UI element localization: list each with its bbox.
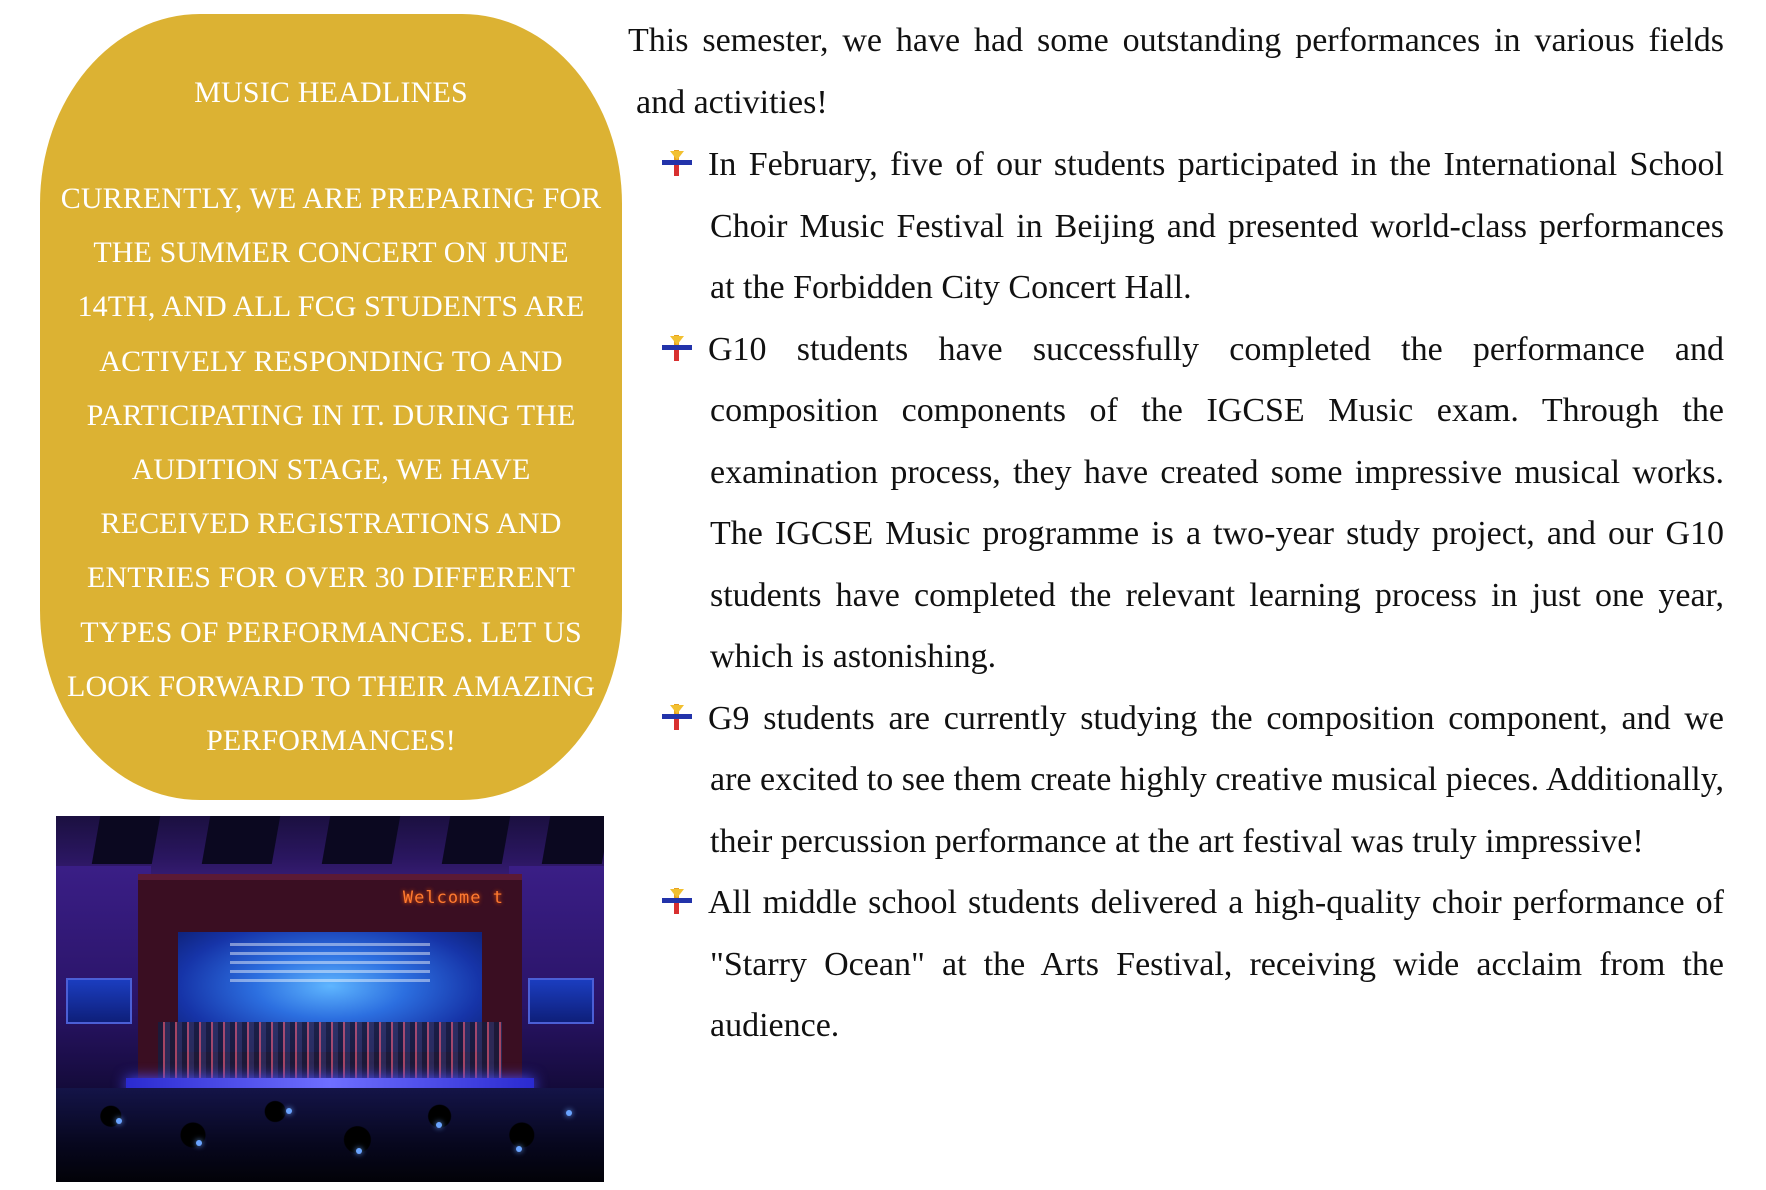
- list-item-text: G10 students have successfully completed the performance and composition components of the IGCSE Music exam. Through the examination process, they have created some impressive musical works. The IGCSE Music programme is a two-year study project, and our G10 students have completed the relevant learning process in just one year, which is astonishing.: [708, 330, 1724, 675]
- list-item: [624, 688, 1724, 873]
- cross-arrow-bullet-icon: [660, 334, 696, 362]
- list-item-text: G9 students are currently studying the composition component, and we are excited to see them create highly creative musical pieces. Additionally, their percussion performance at the art festival was truly impressive!: [708, 699, 1724, 860]
- cross-arrow-bullet-icon: [660, 149, 696, 177]
- article-intro: This semester, we have had some outstanding performances in various fields and activities!: [628, 22, 1724, 121]
- highlights-list: [624, 134, 1724, 1057]
- headline-body: CURRENTLY, WE ARE PREPARING FOR THE SUMMER CONCERT ON JUNE 14TH, AND ALL FCG STUDENTS ARE ACTIVELY RESPONDING TO AND PARTICIPATING IN IT. DURING THE AUDITION STAGE, WE HAVE RECEIVED REGISTRATIONS AND ENTRIES FOR OVER 30 DIFFERENT TYPES OF PERFORMANCES. LET US LOOK FORWARD TO THEIR AMAZING PERFORMANCES!: [60, 182, 602, 758]
- list-item-text: In February, five of our students participated in the International School Choir Music Festival in Beijing and presented world-class performances at the Forbidden City Concert Hall.: [708, 146, 1724, 306]
- list-item: [624, 319, 1724, 688]
- photo-right-wall: [509, 866, 604, 1096]
- music-headlines-panel: [40, 14, 622, 800]
- photo-choir: [158, 1022, 502, 1080]
- headline-title: MUSIC HEADLINES: [194, 76, 468, 109]
- list-item-text: All middle school students delivered a high-quality choir performance of "Starry Ocean" at the Arts Festival, receiving wide acclaim from the audience.: [708, 884, 1724, 1044]
- article-body: [624, 10, 1724, 1057]
- cross-arrow-bullet-icon: [660, 703, 696, 731]
- concert-hall-photo: [56, 816, 604, 1182]
- list-item: [624, 134, 1724, 319]
- list-item: [624, 872, 1724, 1057]
- photo-stage: [138, 874, 522, 1090]
- photo-audience: [56, 1088, 604, 1182]
- cross-arrow-bullet-icon: [660, 887, 696, 915]
- led-welcome-sign: Welcome t: [402, 888, 504, 908]
- photo-left-wall: [56, 866, 151, 1096]
